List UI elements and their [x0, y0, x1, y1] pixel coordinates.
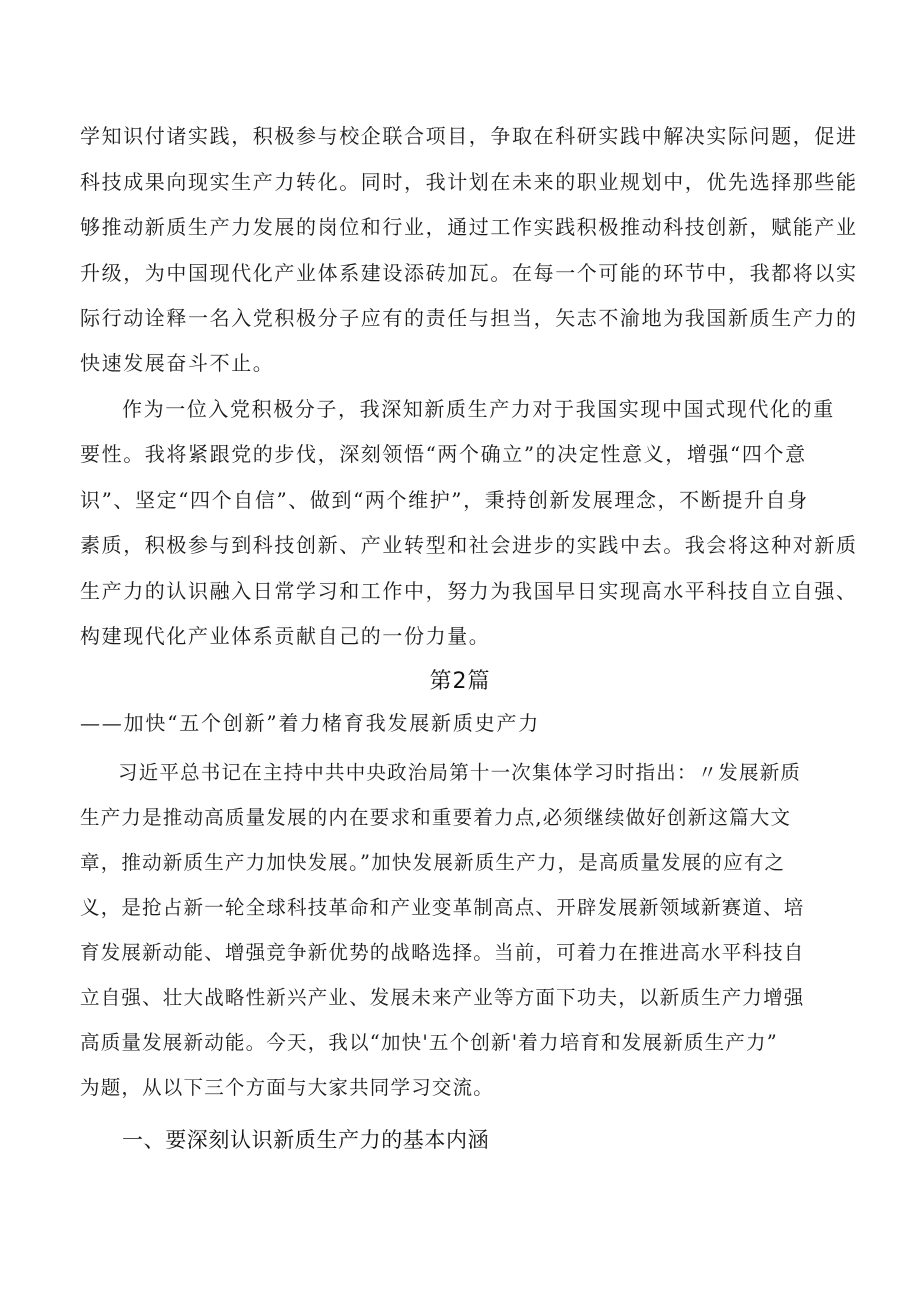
section-heading: 一、要深刻认识新质生产力的基本内涵 — [122, 1128, 490, 1152]
paragraph-line: 升级，为中国现代化产业体系建设添砖加瓦。在每一个可能的环节中，我都将以实 — [80, 261, 858, 285]
section-subtitle: ——加快“五个创新”着力楮育我发展新质史产力 — [80, 711, 541, 735]
paragraph-line: 立自强、壮大战略性新兴产业、发展未来产业等方面下功夫，以新质生产力增强 — [80, 986, 805, 1009]
paragraph-line: 习近平总书记在主持中共中央政治局第十一次集体学习时指出：〃发展新质 — [118, 761, 802, 784]
paragraph-line: 素质，积极参与到科技创新、产业转型和社会进步的实践中去。我会将这种对新质 — [80, 533, 858, 557]
section-title: 第2篇 — [429, 669, 491, 694]
paragraph-line: 要性。我将紧跟党的步伐，深刻领悟“两个确立”的决定性意义，增强“四个意 — [80, 442, 807, 466]
paragraph-line: 章，推动新质生产力加快发展。”加快发展新质生产力，是高质量发展的应有之 — [80, 851, 786, 874]
paragraph-line: 生产力的认识融入日常学习和工作中，努力为我国早日实现高水平科技自立自强、 — [80, 579, 858, 603]
paragraph-line: 作为一位入党积极分子，我深知新质生产力对于我国实现中国式现代化的重 — [122, 397, 835, 421]
paragraph-line: 生产力是推动高质量发展的内在要求和重要着力点,必须继续做好创新这篇大文 — [80, 806, 792, 829]
paragraph-line: 义，是抢占新一轮全球科技革命和产业变革制高点、开辟发展新领域新赛道、培 — [80, 896, 805, 919]
paragraph-line: 高质量发展新动能。今天，我以“加快'五个创新'着力培育和发展新质生产力” — [80, 1031, 778, 1054]
paragraph-line: 学知识付诸实践，积极参与校企联合项目，争取在科研实践中解决实际问题，促进 — [80, 124, 858, 148]
paragraph-line: 够推动新质生产力发展的岗位和行业，通过工作实践积极推动科技创新，赋能产业 — [80, 215, 858, 239]
paragraph-line: 快速发展奋斗不止。 — [80, 351, 275, 375]
paragraph-line: 际行动诠释一名入党积极分子应有的责任与担当，矢志不渝地为我国新质生产力的 — [80, 306, 858, 330]
paragraph-line: 识”、坚定“四个自信”、做到“两个维护”，秉持创新发展理念，不断提升自身 — [80, 488, 809, 512]
paragraph-line: 科技成果向现实生产力转化。同时，我计划在未来的职业规划中，优先选择那些能 — [80, 170, 858, 194]
paragraph-line: 育发展新动能、增强竞争新优势的战略选择。当前，可着力在推进高水平科技自 — [80, 941, 805, 964]
paragraph-line: 构建现代化产业体系贡献自己的一份力量。 — [80, 624, 491, 648]
paragraph-line: 为题，从以下三个方面与大家共同学习交流。 — [80, 1076, 495, 1099]
